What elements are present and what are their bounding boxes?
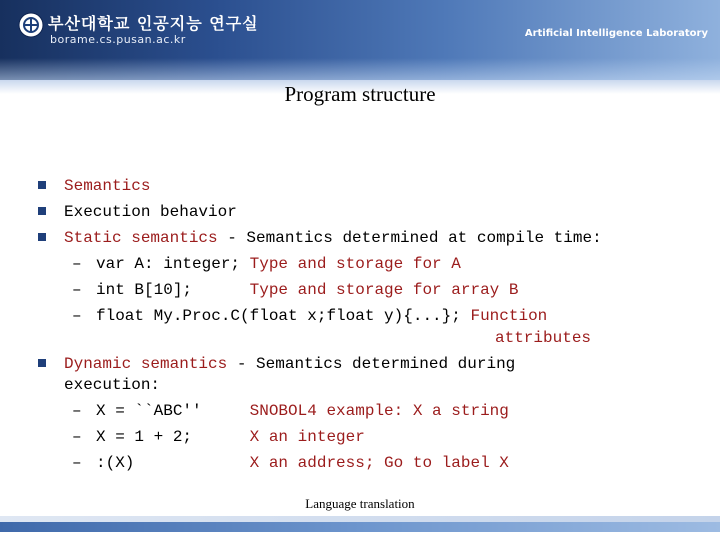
- static-semantics-desc: - Semantics determined at compile time:: [217, 229, 602, 247]
- bullet-icon: [38, 207, 46, 215]
- sub-item-goto: [96, 453, 509, 473]
- note-attributes: attributes: [495, 329, 592, 347]
- note-int-b: Type and storage for array B: [249, 281, 519, 299]
- sub-item-x-abc: [96, 401, 509, 421]
- header-banner: [0, 0, 720, 80]
- note-var-a: Type and storage for A: [249, 255, 461, 273]
- sub-item-var-a: [96, 254, 461, 274]
- bullet-icon: [38, 181, 46, 189]
- university-name: 부산대학교 인공지능 연구실: [48, 14, 259, 33]
- dynamic-semantics-desc: - Semantics determined during: [227, 355, 516, 373]
- code-var-a: var A: integer;: [96, 255, 250, 273]
- lab-name: Artificial Intelligence Laboratory: [524, 28, 708, 39]
- header-glow: [0, 58, 720, 80]
- sub-item-float-proc: [96, 306, 547, 326]
- bullet-semantics: Semantics: [64, 177, 151, 195]
- note-x-abc: SNOBOL4 example: X a string: [249, 402, 509, 420]
- code-int-b: int B[10];: [96, 281, 250, 299]
- note-function: Function: [470, 307, 548, 325]
- code-float-proc: float My.Proc.C(float x;float y){...};: [96, 307, 471, 325]
- sub-dash: –: [72, 454, 82, 472]
- dynamic-semantics-term: Dynamic semantics: [64, 355, 228, 373]
- bullet-icon: [38, 233, 46, 241]
- static-semantics-term: Static semantics: [64, 229, 218, 247]
- bullet-static-semantics: [64, 228, 602, 248]
- lab-url: borame.cs.pusan.ac.kr: [50, 33, 186, 46]
- bottom-bar-dark: [0, 522, 720, 532]
- note-x-sum: X an integer: [249, 428, 365, 446]
- slide-body: [0, 172, 720, 482]
- code-x-abc: X = ``ABC'': [96, 402, 250, 420]
- code-goto: :(X): [96, 454, 250, 472]
- sub-item-int-b: [96, 280, 518, 300]
- sub-dash: –: [72, 255, 82, 273]
- sub-dash: –: [72, 402, 82, 420]
- university-logo-icon: [18, 12, 44, 38]
- bullet-dynamic-semantics: [64, 354, 515, 374]
- bullet-execution-behavior: Execution behavior: [64, 203, 237, 221]
- bullet-icon: [38, 359, 46, 367]
- code-x-sum: X = 1 + 2;: [96, 428, 250, 446]
- dynamic-semantics-cont: execution:: [64, 376, 161, 394]
- slide-title: Program structure: [284, 82, 436, 106]
- sub-dash: –: [72, 307, 82, 325]
- sub-dash: –: [72, 428, 82, 446]
- slide-footer: Language translation: [305, 496, 415, 511]
- note-goto: X an address; Go to label X: [249, 454, 509, 472]
- sub-dash: –: [72, 281, 82, 299]
- sub-item-x-sum: [96, 427, 365, 447]
